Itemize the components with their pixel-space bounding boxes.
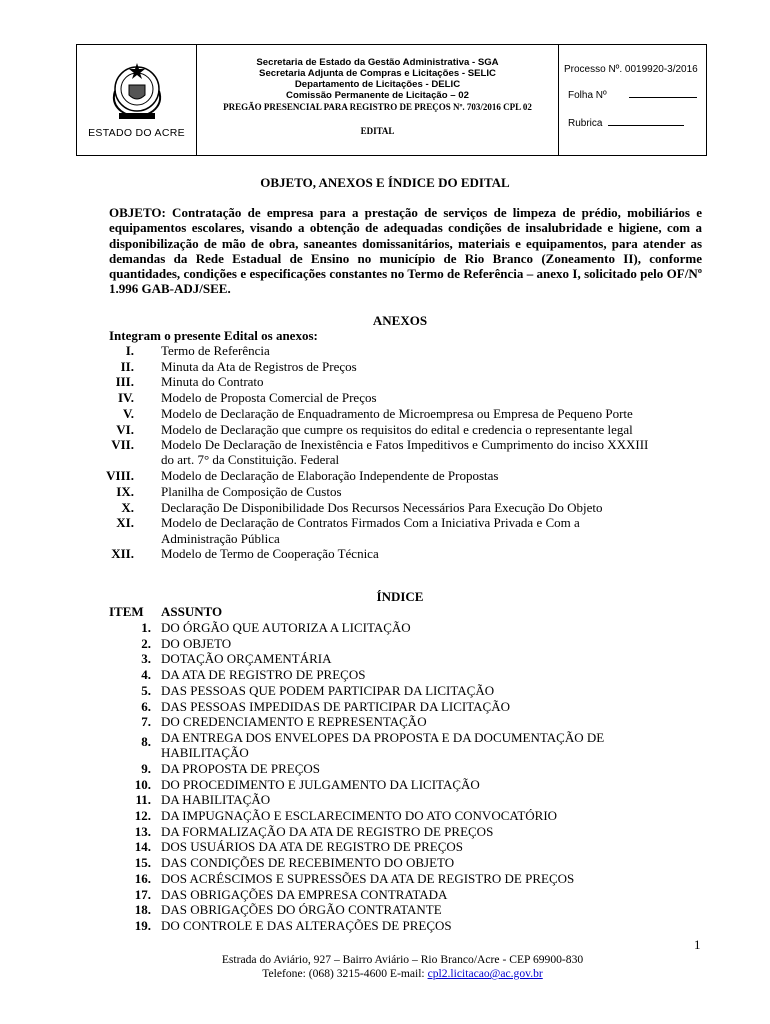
anexos-number: XI. — [116, 515, 134, 531]
anexos-number: V. — [123, 405, 134, 421]
anexos-row — [0, 390, 770, 405]
indice-text: DA PROPOSTA DE PREÇOS — [161, 760, 320, 776]
indice-row — [0, 667, 770, 682]
anexos-number: IX. — [116, 483, 134, 499]
header-line-selic: Secretaria Adjunta de Compras e Licitações - SELIC — [259, 68, 496, 79]
anexos-number: I. — [125, 343, 134, 358]
anexos-text: Minuta do Contrato — [161, 374, 264, 390]
anexos-row — [0, 359, 770, 374]
indice-text: DO CONTROLE E DAS ALTERAÇÕES DE PREÇOS — [161, 917, 452, 933]
anexos-text: Planilha de Composição de Custos — [161, 483, 342, 499]
indice-row — [0, 777, 770, 792]
indice-number: 16. — [134, 870, 151, 886]
logo-cell — [77, 45, 197, 155]
indice-text: DA HABILITAÇÃO — [161, 792, 271, 808]
indice-text: DO PROCEDIMENTO E JULGAMENTO DA LICITAÇÃO — [161, 776, 480, 792]
anexos-number: VII. — [111, 437, 134, 453]
folha-field — [564, 90, 706, 110]
header-titles — [197, 45, 559, 155]
indice-number: 2. — [141, 635, 151, 651]
footer-contact — [0, 967, 770, 980]
anexos-number: III. — [115, 374, 134, 390]
indice-row — [0, 855, 770, 870]
anexos-row — [0, 515, 770, 546]
indice-text: DO OBJETO — [161, 635, 232, 651]
folha-label: Folha Nº — [568, 90, 607, 101]
anexos-text: Modelo de Declaração de Contratos Firmados Com a Iniciativa Privada e Com a — [161, 515, 580, 531]
indice-number: 17. — [134, 886, 151, 902]
indice-text: DA FORMALIZAÇÃO DA ATA DE REGISTRO DE PREÇOS — [161, 823, 494, 839]
anexos-number: VI. — [116, 421, 134, 437]
indice-number: 11. — [135, 792, 151, 808]
indice-number: 9. — [141, 760, 151, 776]
indice-text: DOS USUÁRIOS DA ATA DE REGISTRO DE PREÇOS — [161, 839, 463, 855]
logo-caption: ESTADO DO ACRE — [88, 127, 185, 139]
anexos-number: II. — [120, 358, 134, 374]
anexos-number: VIII. — [106, 468, 134, 484]
footer-address: Estrada do Aviário, 927 – Bairro Aviário – Rio Branco/Acre - CEP 69900-830 — [221, 953, 584, 966]
indice-text: DOTAÇÃO ORÇAMENTÁRIA — [161, 651, 332, 667]
anexos-intro: Integram o presente Edital os anexos: — [109, 328, 318, 343]
indice-number: 7. — [141, 714, 151, 730]
rubrica-label: Rubrica — [568, 118, 603, 129]
anexos-number: IV. — [117, 390, 134, 406]
anexos-row — [0, 406, 770, 421]
anexos-text: Modelo De Declaração de Inexistência e Fatos Impeditivos e Cumprimento do inciso XXXIII — [161, 437, 649, 453]
indice-number: 4. — [141, 667, 151, 683]
indice-text: DAS OBRIGAÇÕES DO ÓRGÃO CONTRATANTE — [161, 902, 442, 918]
indice-text: DAS PESSOAS QUE PODEM PARTICIPAR DA LICITAÇÃO — [161, 682, 495, 698]
indice-row — [0, 761, 770, 776]
indice-row — [0, 730, 770, 761]
objeto-paragraph: OBJETO: Contratação de empresa para a prestação de serviços de limpeza de prédio, mobiliários e equipamentos escolares, visando a obtenção de adequadas condições de insalubridade e higiene, com a disponibilização de mão de obra, saneantes domissanitários, materiais e equipamentos, para atender as demandas da Rede Estadual de Ensino no município de Rio Branco (Zoneamento II), conforme quantidades, condições e especificações constantes no Termo de Referência – anexo I, solicitado pelo OF/Nº 1.996 GAB-ADJ/SEE. — [109, 205, 702, 297]
anexos-row — [0, 343, 770, 358]
indice-row — [0, 636, 770, 651]
edital-label: EDITAL — [360, 126, 395, 136]
indice-text: DOS ACRÉSCIMOS E SUPRESSÕES DA ATA DE REGISTRO DE PREÇOS — [161, 870, 575, 886]
anexos-text: Minuta da Ata de Registros de Preços — [161, 358, 357, 374]
indice-text-continued: HABILITAÇÃO — [161, 745, 249, 761]
indice-row — [0, 839, 770, 854]
indice-row — [0, 683, 770, 698]
indice-number: 18. — [134, 902, 151, 918]
anexos-row — [0, 468, 770, 483]
pregao-title: PREGÃO PRESENCIAL PARA REGISTRO DE PREÇOS Nº. 703/2016 CPL 02 — [223, 102, 532, 112]
anexos-text: Modelo de Declaração de Enquadramento de Microempresa ou Empresa de Pequeno Porte — [161, 405, 633, 421]
indice-number: 3. — [141, 651, 151, 667]
indice-text: DA IMPUGNAÇÃO E ESCLARECIMENTO DO ATO CONVOCATÓRIO — [161, 808, 558, 823]
indice-text: DA ATA DE REGISTRO DE PREÇOS — [161, 667, 366, 683]
anexos-row — [0, 437, 770, 468]
document-header — [76, 44, 707, 156]
indice-row — [0, 792, 770, 807]
rubrica-blank — [608, 125, 684, 126]
anexos-text-continued: Administração Pública — [161, 530, 280, 546]
indice-row — [0, 651, 770, 666]
anexos-text: Modelo de Declaração que cumpre os requisitos do edital e credencia o representante legal — [161, 421, 633, 437]
indice-text: DAS PESSOAS IMPEDIDAS DE PARTICIPAR DA LICITAÇÃO — [161, 698, 511, 714]
header-line-comissao: Comissão Permanente de Licitação – 02 — [286, 90, 469, 101]
anexos-row — [0, 546, 770, 561]
indice-number: 12. — [134, 808, 151, 823]
footer-phone: Telefone: (068) 3215-4600 E-mail: — [262, 967, 425, 980]
anexos-text: Termo de Referência — [161, 343, 270, 358]
indice-row — [0, 871, 770, 886]
indice-text: DAS CONDIÇÕES DE RECEBIMENTO DO OBJETO — [161, 855, 455, 871]
anexos-row — [0, 484, 770, 499]
page-number: 1 — [694, 937, 701, 952]
anexos-row — [0, 500, 770, 515]
anexos-text: Modelo de Termo de Cooperação Técnica — [161, 546, 379, 562]
indice-row — [0, 902, 770, 917]
anexos-title: ANEXOS — [372, 313, 428, 328]
indice-text: DO ÓRGÃO QUE AUTORIZA A LICITAÇÃO — [161, 620, 411, 635]
page-title: OBJETO, ANEXOS E ÍNDICE DO EDITAL — [260, 175, 510, 190]
indice-row — [0, 714, 770, 729]
indice-text: DAS OBRIGAÇÕES DA EMPRESA CONTRATADA — [161, 886, 448, 902]
anexos-row — [0, 422, 770, 437]
processo-number: Processo Nº. 0019920-3/2016 — [564, 64, 698, 75]
indice-row — [0, 808, 770, 823]
anexos-text-continued: do art. 7° da Constituição. Federal — [161, 452, 340, 468]
indice-number: 13. — [134, 823, 151, 839]
header-line-delic: Departamento de Licitações - DELIC — [294, 79, 461, 90]
indice-item-header: ITEM — [109, 604, 144, 619]
header-line-sga: Secretaria de Estado da Gestão Administrativa - SGA — [256, 57, 499, 68]
anexos-text: Modelo de Proposta Comercial de Preços — [161, 390, 377, 406]
indice-number: 19. — [134, 917, 151, 933]
indice-number: 6. — [141, 698, 151, 714]
indice-text: DA ENTREGA DOS ENVELOPES DA PROPOSTA E DA DOCUMENTAÇÃO DE — [161, 729, 605, 745]
indice-title: ÍNDICE — [376, 589, 424, 604]
indice-text: DO CREDENCIAMENTO E REPRESENTAÇÃO — [161, 714, 427, 730]
indice-number: 1. — [141, 620, 151, 635]
anexos-row — [0, 374, 770, 389]
indice-row — [0, 887, 770, 902]
anexos-text: Modelo de Declaração de Elaboração Independente de Propostas — [161, 468, 499, 484]
indice-number: 8. — [141, 733, 151, 749]
footer-email-link[interactable]: cpl2.licitacao@ac.gov.br — [427, 967, 543, 980]
indice-row — [0, 824, 770, 839]
indice-assunto-header: ASSUNTO — [161, 604, 223, 619]
anexos-number: X. — [121, 499, 134, 515]
indice-row — [0, 699, 770, 714]
indice-row — [0, 620, 770, 635]
indice-number: 10. — [134, 776, 151, 792]
folha-blank — [629, 97, 697, 98]
anexos-number: XII. — [111, 546, 134, 562]
indice-row — [0, 918, 770, 933]
coat-of-arms-icon — [107, 59, 167, 123]
anexos-text: Declaração De Disponibilidade Dos Recursos Necessários Para Execução Do Objeto — [161, 499, 603, 515]
indice-number: 15. — [134, 855, 151, 871]
indice-number: 5. — [141, 682, 151, 698]
header-process-info — [559, 45, 706, 155]
rubrica-field — [564, 118, 706, 138]
indice-number: 14. — [134, 839, 151, 855]
